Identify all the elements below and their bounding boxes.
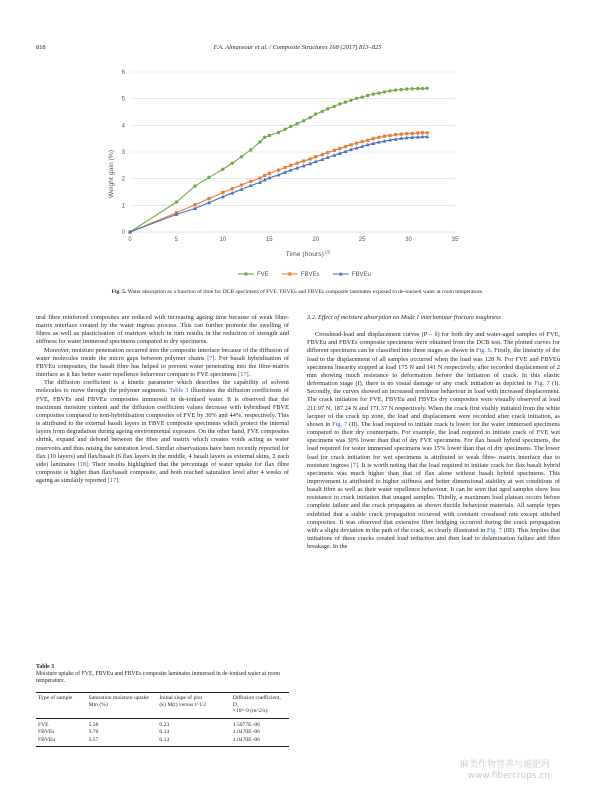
data-point [372,137,375,140]
data-point [360,95,363,98]
data-point [411,132,414,135]
data-point [277,169,280,172]
table-link[interactable]: Table 3 [169,387,189,395]
y-tick-label: 0 [121,230,125,236]
data-point [207,197,210,200]
data-point [399,88,402,91]
y-tick-label: 3 [121,150,125,156]
figure-link[interactable]: Fig. 7 [486,526,502,534]
data-point [268,172,271,175]
data-point [394,88,397,91]
figure-label: Fig. 5. [111,289,127,295]
page-number: 818 [36,44,46,51]
series-line [130,137,427,232]
figure-link[interactable]: Fig. 6 [476,347,491,355]
data-point [207,176,210,179]
paragraph: Crosshead-load and displacement curves (P – δ) for both dry and water-aged samples of FVE, FBVEu and FBVEs composite specimens were obtained from the DCB test. The plotted curves for different specimens can be classified into three stages as shown in Fig. 6. Firstly, the linearity of the load to the displacement of all samples occurred when the load was 128 N. For FVE and FBVEu specimens linearity stopped at load 175 N and 141 N respectively, after recorded displacement of 2 mm showing much resistance to deformation before the initiation of crack. In this elastic deformation stage (I), there is no visual damage or any crack initiation as depicted in Fig. 7 (I). Secondly, the curves showed an increased nonlinear behaviour in load with increased displacement. The crack initiation for FVE, FBVEu and FBVEs dry composites were visually observed at load 211.97 N, 187.24 N and 171.37 N respectively. When the crack first visibly initiated from the white lacquer of the crack tip zone, the load and displacement were recorded after crack initiation, as shown in Fig. 7 (II). The load required to initiate crack is lower for the water immersed specimens compared to their dry counterparts. For example, the load required to initiate crack of FVE wet specimens was 30% lower than that of dry FVE specimens. For flax basalt hybrid specimens, the load required for water immersed specimens was 15% lower than that of dry specimens. The lower load for crack initiation for wet specimens is attributed to weak fibre- matrix interface due to moisture ingress [7]. It is worth noting that the load required to initiate crack for flax basalt hybrid specimens was much higher than that of flax alone without basalt hybrid specimens. This improvement is attributed to higher stiffness and better dimensional stability at wet conditions of basalt fibre as well as their water repellence behaviour. It can be seen that aged samples show less resistance to crack initiation that unaged samples. Thirdly, a maximum load plateau occurs before complete failure and the crack propagates as shown ductile behaviour materials. All sample types exhibited that a stable crack propagation occurred with constant crosshead rate except stitched composites. It was observed that extensive fibre bridging occurred during the crack propagation with a slight deviation in the path of the crack, as clearly illustrated in Fig. 7 (III). This implies that imitations of these cracks created load reduction and then lead to delamination failure and fibre breakage. In the [307,331,561,551]
journal-citation: F.A. Almansour et al. / Composite Structures 168 (2017) 813–825 [213,44,382,51]
legend-item [333,272,371,278]
citation-link[interactable]: [7] [207,354,215,362]
data-point [230,162,233,165]
citation-link[interactable]: [17] [107,477,119,485]
data-point [283,128,286,131]
data-point [221,168,224,171]
table-row: FBVEs 3.70 0.14 1.0470E–06 [38,729,260,736]
data-point [344,145,347,148]
figure-caption [36,289,559,296]
data-point [263,174,266,177]
data-point [338,147,341,150]
y-tick-label: 1 [121,203,125,210]
data-point [240,155,243,158]
x-tick-label: 10 [219,237,227,243]
x-tick-label: 25 [358,237,366,243]
table-row: FBVEu 3.57 0.13 1.0470E–06 [36,736,289,746]
data-point [221,191,224,194]
data-point [302,159,305,162]
data-point [361,140,364,143]
col-header-slope: Initial slope of plot (k) M(t) versus t^1/2 [157,693,230,719]
data-point [263,136,266,139]
section-heading: 3.2. Effect of moisture absorption on Mode I interlaminar fracture toughness [307,314,501,321]
paragraph: ural fibre reinforced composites are reduced with increasing ageing time because of weak fibre-matrix interface created by the water ingress process. This can further promote the swelling of fibres as well as plasticisation of matrices which in turn results in the reduction of strength and stiffness for water immersed specimens compared to dry specimens. [36,314,289,346]
series-line [130,133,427,232]
chart-x-axis-label: Time (hours)$^{1/2}$ [285,249,331,258]
y-tick-label: 4 [121,123,125,130]
data-point [355,97,358,100]
data-point [355,142,358,145]
citation-link[interactable]: [17] [238,371,249,379]
chart-gridlines [130,72,455,232]
data-point [411,87,414,90]
table-caption [36,664,289,685]
data-point [421,87,424,90]
data-point [400,133,403,136]
running-header [36,44,559,56]
data-point [383,135,386,138]
data-point [288,272,291,275]
right-column [307,314,560,551]
data-point [388,134,391,137]
data-point [314,155,317,158]
chart-y-axis-label: Weight gain (%) [108,149,115,199]
legend-item [282,272,320,278]
paragraph: Moreover, moisture penetration occurred into the composite interface because of the diffusion of water molecules inside the micro gaps between polymer chains [7]. For basalt hybridisation of FBVEu composites, the basalt fibre has helped to prevent water penetrating into the fibre-matrix interface as it has better water repellence behaviour compare to FVE specimens [17]. [36,346,289,379]
legend-label: FBVEu [351,272,371,279]
citation-link[interactable]: [18] [77,460,89,468]
data-point [258,140,261,143]
data-point [394,133,397,136]
data-point [295,122,298,125]
moisture-uptake-table [36,692,289,747]
data-point [249,148,252,151]
citation-link[interactable]: [7] [350,461,358,469]
series-fbves [128,131,428,233]
table-label: Table 3 [36,664,54,670]
data-point [377,136,380,139]
x-tick-label: 5 [174,237,179,243]
series-line [130,88,427,232]
water-absorption-chart [100,64,470,286]
legend-label: FBVEs [300,272,320,279]
figure-caption-text: Water absorption as a function of time for DCB specimens of FVE, FBVEu and FBVEs composite laminates exposed to de-ionised water at room temperature. [127,289,484,295]
col-header-diffusion: Diffusion coefficient, D, ×10^-9 (m^2/s) [231,693,289,719]
data-point [289,125,292,128]
data-point [326,151,329,154]
data-point [426,131,429,134]
y-tick-label: 2 [121,176,125,183]
data-point [175,200,178,203]
legend-label: FVE [257,272,269,279]
table-caption-text: Moisture uptake of FVE, FBVEu and FBVEs composite laminates immersed in de-ionised water at room temperature. [36,671,280,684]
data-point [344,100,347,103]
data-point [416,131,419,134]
data-point [240,183,243,186]
chart-series [128,87,429,234]
data-point [333,149,336,152]
data-point [366,94,369,97]
x-tick-label: 20 [312,237,320,243]
data-point [296,162,299,165]
data-point [326,107,329,110]
data-point [193,203,196,206]
data-point [321,110,324,113]
data-point [349,143,352,146]
data-point [231,187,234,190]
data-point [421,131,424,134]
x-tick-label: 30 [405,237,412,243]
data-point [405,87,408,90]
chart-legend [238,272,371,278]
data-point [308,116,311,119]
data-point [377,91,380,94]
data-point [405,132,408,135]
paragraph: The diffusion coefficient is a kinetic parameter which describes the capability of solvent molecules to move through the polymer segments. Table 3 illustrates the diffusion coefficients of FVE, FBVEs and FBVEu composites immersed in de-ionised water. It is observed that the maximum moisture content and the diffusion coefficient values decrease with hybridised FBVE composites compared to non-hybridisation composites of FVE by 30% and 44%, respectively. This is attributed to the external basalt layers in FBVE composite specimens which protect the internal layers from degradation during ageing environmental exposure. On the other hand, FVE composites shrink, expand and debond between the fibre and matrix which creates voids acting as water reservoirs and thus raising the saturation level. Similar observations have been recently reported for flax (10 layers) and flax/basalt (6 flax layers in the middle, 4 basalt layers as external skins, 2 each side) laminates [18]. Their results highlighted that the percentage of water uptake for flax fibre composite is higher than flax/basalt composite, and both reached saturation level after 4 weeks of ageing as similarly reported [17]. [36,379,289,485]
data-point [366,139,369,142]
legend-item [238,272,269,278]
col-header-moisture: Saturation moisture uptake Mm (%) [87,693,158,719]
data-point [283,166,286,169]
left-column [36,314,289,485]
data-point [302,119,305,122]
figure-link[interactable]: Fig. 7 [534,380,550,388]
data-point [314,112,317,115]
x-tick-label: 35 [451,237,459,243]
data-point [383,90,386,93]
data-point [338,102,341,105]
data-point [309,157,312,160]
series-fve [128,87,429,234]
x-tick-label: 15 [265,237,273,243]
y-tick-label: 5 [121,96,125,103]
data-point [321,153,324,156]
data-point [258,177,261,180]
data-point [349,99,352,102]
data-point [416,87,419,90]
series-fbveu [128,135,429,234]
col-header-type: Type of sample [36,693,87,719]
data-point [193,184,196,187]
figure-link[interactable]: Fig. 7 [332,420,348,428]
data-point [277,131,280,134]
data-point [249,180,252,183]
chart-axes [122,70,459,243]
data-point [388,89,391,92]
data-point [372,92,375,95]
data-point [289,164,292,167]
data-point [268,134,271,137]
data-point [333,105,336,108]
data-point [244,272,247,275]
table-row: FVE 5.38 0.23 1.5077E–06 [38,721,260,728]
y-tick-label: 6 [121,70,125,76]
watermark: 麻类作物营养与施肥网 www.fibercrops.cn [460,760,551,781]
data-point [425,87,428,90]
x-tick-label: 0 [128,237,132,243]
